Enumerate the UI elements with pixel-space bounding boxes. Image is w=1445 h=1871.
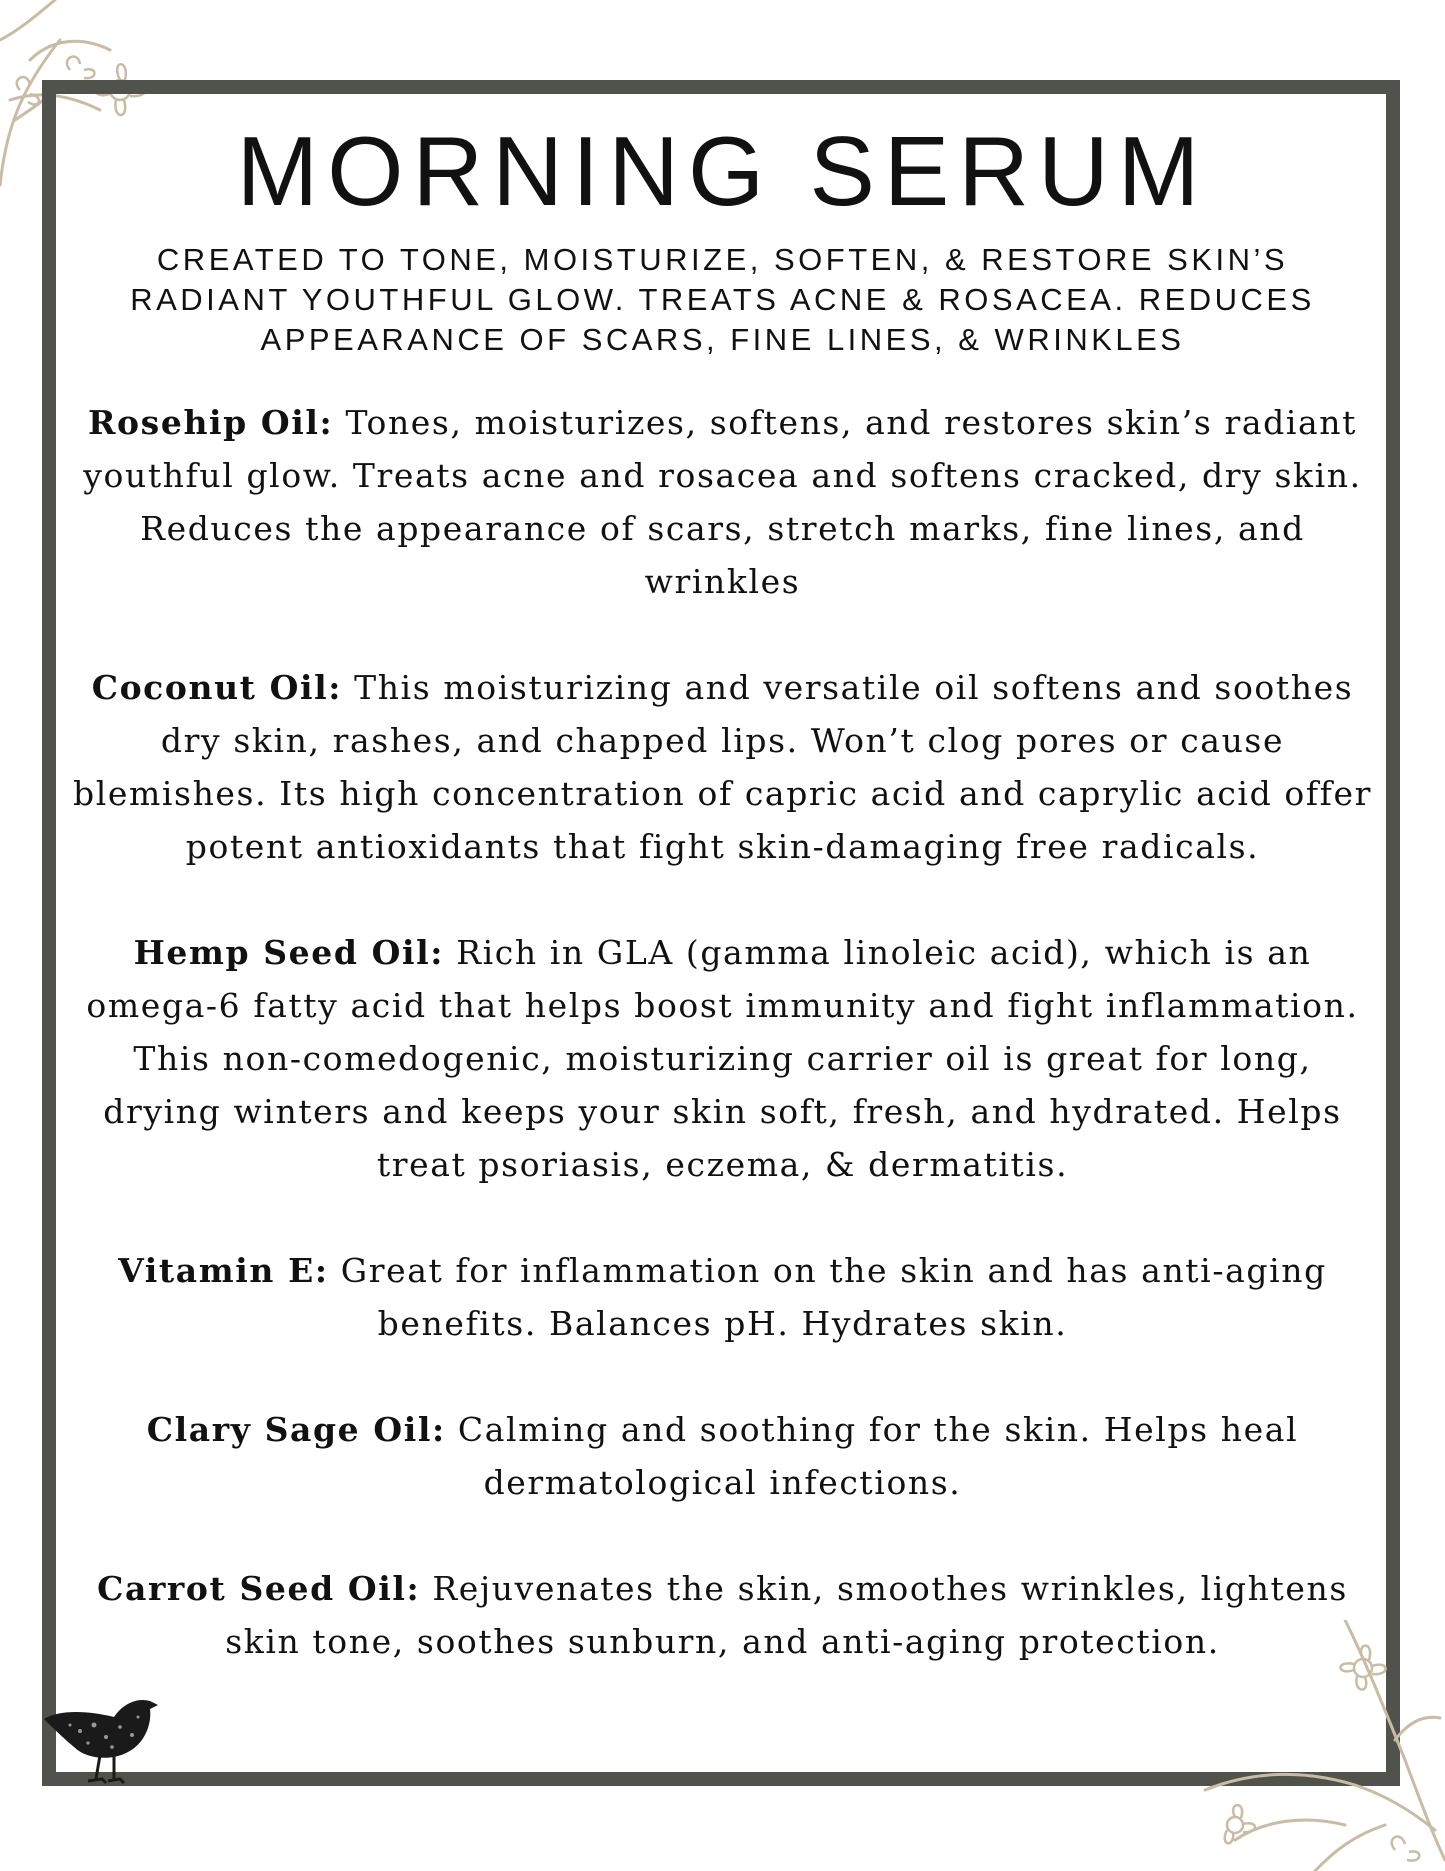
subtitle-line: APPEARANCE OF SCARS, FINE LINES, & WRINKLES (260, 322, 1185, 357)
ingredient-entry (70, 926, 1375, 1191)
ingredient-name: Carrot Seed Oil: (97, 1569, 421, 1608)
ingredient-name: Rosehip Oil: (88, 403, 334, 442)
subtitle-line: CREATED TO TONE, MOISTURIZE, SOFTEN, & RESTORE SKIN’S (156, 242, 1289, 277)
subtitle-line: RADIANT YOUTHFUL GLOW. TREATS ACNE & ROSACEA. REDUCES (130, 282, 1315, 317)
ingredient-entry (70, 1244, 1375, 1350)
ingredient-entry (70, 661, 1375, 873)
ingredient-entry (70, 396, 1375, 608)
ingredient-description: Tones, moisturizes, softens, and restores skin’s radiant youthful glow. Treats acne and rosacea and softens cracked, dry skin. Reduces the appearance of scars, stretch marks, fine lines, and wrinkles (83, 403, 1362, 601)
ingredient-name: Vitamin E: (118, 1251, 329, 1290)
floral-corner-bottom-right (1195, 1620, 1445, 1871)
ingredient-description: Great for inflammation on the skin and has anti-aging benefits. Balances pH. Hydrates skin. (340, 1251, 1327, 1343)
ingredient-name: Hemp Seed Oil: (133, 933, 445, 972)
ingredient-name: Clary Sage Oil: (146, 1410, 446, 1449)
ingredient-entry (70, 1403, 1375, 1509)
ingredient-name: Coconut Oil: (91, 668, 342, 707)
ingredient-entry (70, 1562, 1375, 1668)
bird-icon (40, 1675, 160, 1790)
page-title: MORNING SERUM (236, 116, 1209, 226)
ingredient-description: Rich in GLA (gamma linoleic acid), which is an omega-6 fatty acid that helps boost immunity and fight inflammation. This non-comedogenic, moisturizing carrier oil is great for long, drying winters and keeps your skin soft, fresh, and hydrated. Helps treat psoriasis, eczema, & dermatitis. (86, 933, 1359, 1184)
ingredient-list (70, 396, 1375, 1721)
subtitle (80, 240, 1365, 360)
ingredient-description: Rejuvenates the skin, smoothes wrinkles, lightens skin tone, soothes sunburn, and anti-aging protection. (225, 1569, 1348, 1661)
ingredient-description: Calming and soothing for the skin. Helps heal dermatological infections. (457, 1410, 1299, 1502)
ingredient-description: This moisturizing and versatile oil softens and soothes dry skin, rashes, and chapped lips. Won’t clog pores or cause blemishes. Its high concentration of capric acid and caprylic acid offer potent antioxidants that fight skin-damaging free radicals. (72, 668, 1372, 866)
